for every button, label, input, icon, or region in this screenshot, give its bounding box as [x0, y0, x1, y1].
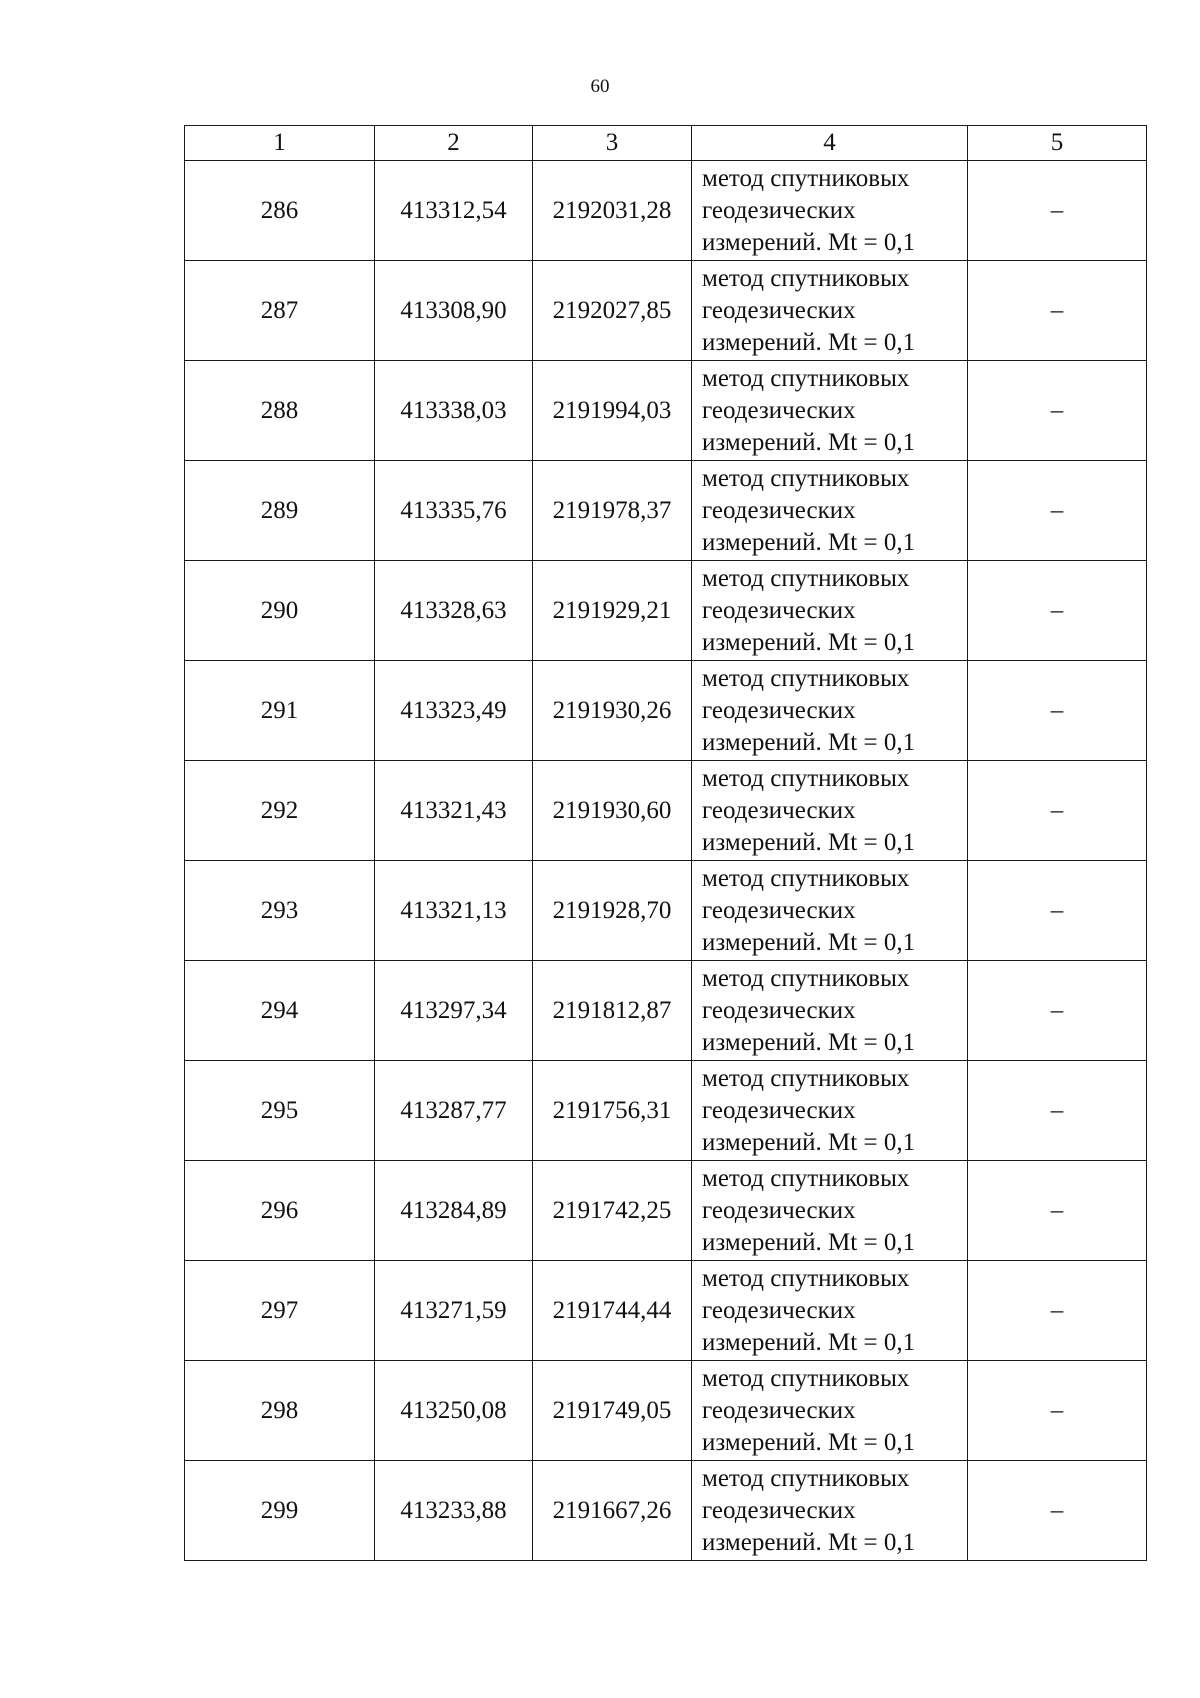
- method-line: измерений. Mt = 0,1: [702, 528, 916, 556]
- method-cell: [692, 561, 968, 661]
- method-cell: [692, 261, 968, 361]
- table-row: [185, 961, 1147, 1061]
- point-number-cell: 296: [185, 1161, 375, 1261]
- y-coordinate-cell: 2191749,05: [533, 1361, 692, 1461]
- table-row: [185, 461, 1147, 561]
- method-line: геодезических: [702, 996, 856, 1024]
- note-cell: –: [968, 361, 1147, 461]
- method-line: метод спутниковых: [702, 1064, 910, 1092]
- y-coordinate-cell: 2191930,26: [533, 661, 692, 761]
- method-line: геодезических: [702, 1096, 856, 1124]
- method-line: метод спутниковых: [702, 164, 910, 192]
- table-row: [185, 361, 1147, 461]
- column-header-3: 3: [533, 126, 692, 161]
- point-number-cell: 291: [185, 661, 375, 761]
- table-row: [185, 261, 1147, 361]
- point-number-cell: 286: [185, 161, 375, 261]
- method-cell: [692, 661, 968, 761]
- method-line: измерений. Mt = 0,1: [702, 328, 916, 356]
- y-coordinate-cell: 2192027,85: [533, 261, 692, 361]
- method-line: геодезических: [702, 696, 856, 724]
- x-coordinate-cell: 413287,77: [375, 1061, 533, 1161]
- method-cell: [692, 1361, 968, 1461]
- y-coordinate-cell: 2191930,60: [533, 761, 692, 861]
- note-cell: –: [968, 1461, 1147, 1561]
- column-header-5: 5: [968, 126, 1147, 161]
- column-header-4: 4: [692, 126, 968, 161]
- method-line: метод спутниковых: [702, 264, 910, 292]
- column-header-1: 1: [185, 126, 375, 161]
- y-coordinate-cell: 2191667,26: [533, 1461, 692, 1561]
- method-line: геодезических: [702, 1396, 856, 1424]
- method-cell: [692, 1261, 968, 1361]
- point-number-cell: 293: [185, 861, 375, 961]
- x-coordinate-cell: 413233,88: [375, 1461, 533, 1561]
- point-number-cell: 289: [185, 461, 375, 561]
- page-number: 60: [590, 76, 610, 97]
- point-number-cell: 295: [185, 1061, 375, 1161]
- y-coordinate-cell: 2191978,37: [533, 461, 692, 561]
- note-cell: –: [968, 1161, 1147, 1261]
- note-cell: –: [968, 161, 1147, 261]
- method-line: измерений. Mt = 0,1: [702, 1428, 916, 1456]
- method-cell: [692, 161, 968, 261]
- method-line: геодезических: [702, 1496, 856, 1524]
- y-coordinate-cell: 2191744,44: [533, 1261, 692, 1361]
- method-cell: [692, 1161, 968, 1261]
- table-row: [185, 1061, 1147, 1161]
- note-cell: –: [968, 861, 1147, 961]
- note-cell: –: [968, 661, 1147, 761]
- method-line: геодезических: [702, 1296, 856, 1324]
- x-coordinate-cell: 413321,43: [375, 761, 533, 861]
- point-number-cell: 292: [185, 761, 375, 861]
- note-cell: –: [968, 961, 1147, 1061]
- point-number-cell: 298: [185, 1361, 375, 1461]
- method-line: метод спутниковых: [702, 364, 910, 392]
- method-line: измерений. Mt = 0,1: [702, 728, 916, 756]
- method-line: метод спутниковых: [702, 1164, 910, 1192]
- method-line: метод спутниковых: [702, 964, 910, 992]
- method-cell: [692, 361, 968, 461]
- method-line: геодезических: [702, 796, 856, 824]
- x-coordinate-cell: 413328,63: [375, 561, 533, 661]
- method-line: метод спутниковых: [702, 664, 910, 692]
- table-row: [185, 161, 1147, 261]
- point-number-cell: 297: [185, 1261, 375, 1361]
- y-coordinate-cell: 2191994,03: [533, 361, 692, 461]
- table-row: [185, 661, 1147, 761]
- table-row: [185, 861, 1147, 961]
- method-line: измерений. Mt = 0,1: [702, 428, 916, 456]
- x-coordinate-cell: 413338,03: [375, 361, 533, 461]
- method-line: геодезических: [702, 296, 856, 324]
- point-number-cell: 294: [185, 961, 375, 1061]
- method-line: измерений. Mt = 0,1: [702, 1128, 916, 1156]
- x-coordinate-cell: 413297,34: [375, 961, 533, 1061]
- x-coordinate-cell: 413335,76: [375, 461, 533, 561]
- x-coordinate-cell: 413323,49: [375, 661, 533, 761]
- x-coordinate-cell: 413284,89: [375, 1161, 533, 1261]
- method-line: геодезических: [702, 896, 856, 924]
- method-line: измерений. Mt = 0,1: [702, 1328, 916, 1356]
- method-line: метод спутниковых: [702, 1364, 910, 1392]
- method-line: метод спутниковых: [702, 1464, 910, 1492]
- note-cell: –: [968, 261, 1147, 361]
- method-cell: [692, 861, 968, 961]
- note-cell: –: [968, 1261, 1147, 1361]
- method-line: метод спутниковых: [702, 564, 910, 592]
- method-line: геодезических: [702, 396, 856, 424]
- method-line: метод спутниковых: [702, 764, 910, 792]
- method-line: измерений. Mt = 0,1: [702, 828, 916, 856]
- y-coordinate-cell: 2191756,31: [533, 1061, 692, 1161]
- table-row: [185, 1261, 1147, 1361]
- method-line: метод спутниковых: [702, 1264, 910, 1292]
- y-coordinate-cell: 2192031,28: [533, 161, 692, 261]
- note-cell: –: [968, 561, 1147, 661]
- method-cell: [692, 761, 968, 861]
- method-line: геодезических: [702, 196, 856, 224]
- note-cell: –: [968, 1061, 1147, 1161]
- method-line: измерений. Mt = 0,1: [702, 1528, 916, 1556]
- x-coordinate-cell: 413321,13: [375, 861, 533, 961]
- x-coordinate-cell: 413308,90: [375, 261, 533, 361]
- y-coordinate-cell: 2191928,70: [533, 861, 692, 961]
- method-line: метод спутниковых: [702, 864, 910, 892]
- note-cell: –: [968, 461, 1147, 561]
- note-cell: –: [968, 1361, 1147, 1461]
- y-coordinate-cell: 2191929,21: [533, 561, 692, 661]
- y-coordinate-cell: 2191742,25: [533, 1161, 692, 1261]
- point-number-cell: 288: [185, 361, 375, 461]
- table-header-row: [185, 126, 1147, 161]
- method-line: геодезических: [702, 1196, 856, 1224]
- x-coordinate-cell: 413271,59: [375, 1261, 533, 1361]
- method-cell: [692, 1061, 968, 1161]
- coordinates-table: [184, 125, 1147, 1561]
- table-body: [185, 161, 1147, 1561]
- method-line: измерений. Mt = 0,1: [702, 228, 916, 256]
- method-line: геодезических: [702, 496, 856, 524]
- note-cell: –: [968, 761, 1147, 861]
- method-line: измерений. Mt = 0,1: [702, 1228, 916, 1256]
- x-coordinate-cell: 413312,54: [375, 161, 533, 261]
- table-row: [185, 1361, 1147, 1461]
- method-line: метод спутниковых: [702, 464, 910, 492]
- table-row: [185, 761, 1147, 861]
- method-line: геодезических: [702, 596, 856, 624]
- point-number-cell: 290: [185, 561, 375, 661]
- column-header-2: 2: [375, 126, 533, 161]
- point-number-cell: 287: [185, 261, 375, 361]
- table-row: [185, 1161, 1147, 1261]
- point-number-cell: 299: [185, 1461, 375, 1561]
- x-coordinate-cell: 413250,08: [375, 1361, 533, 1461]
- method-line: измерений. Mt = 0,1: [702, 928, 916, 956]
- method-line: измерений. Mt = 0,1: [702, 1028, 916, 1056]
- table-row: [185, 561, 1147, 661]
- method-line: измерений. Mt = 0,1: [702, 628, 916, 656]
- method-cell: [692, 961, 968, 1061]
- method-cell: [692, 1461, 968, 1561]
- y-coordinate-cell: 2191812,87: [533, 961, 692, 1061]
- table-row: [185, 1461, 1147, 1561]
- method-cell: [692, 461, 968, 561]
